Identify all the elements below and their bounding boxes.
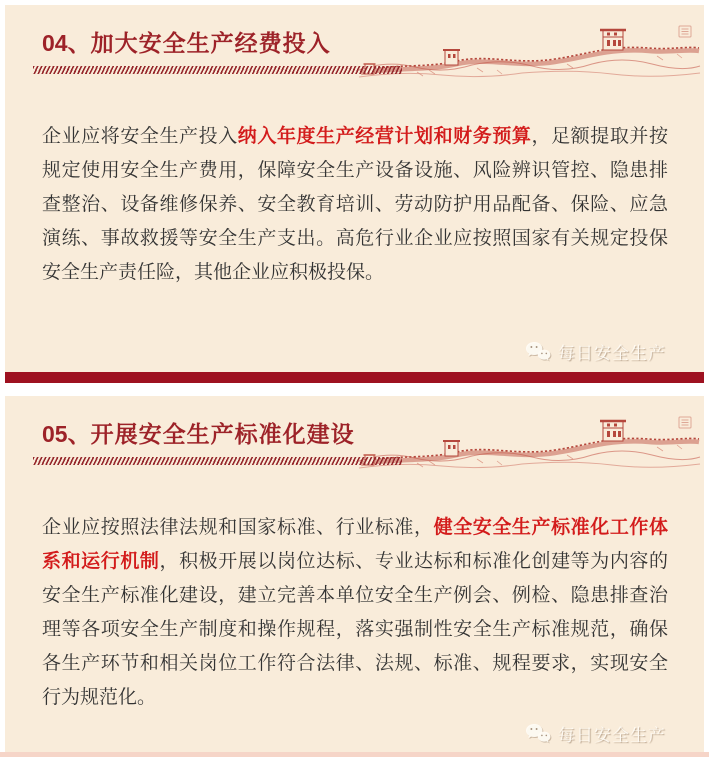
body-text: ，足额提取并按规定使用安全生产费用，保障安全生产设备设施、风险辨识管控、隐患排查整治、设备维修保养、安全教育培训、劳动防护用品配备、保险、应急演练、事故救援等安全生产支出。高危行业企业应按照国家有关规定投保安全生产责任险，其他企业应积极投保。 (42, 126, 668, 283)
wechat-icon (525, 341, 551, 362)
wechat-watermark (525, 339, 666, 364)
hatched-rule (33, 66, 402, 74)
highlighted-text: 健全安全生产标准化工作体系和运行机制 (42, 517, 668, 572)
body-text: 企业应按照法律法规和国家标准、行业标准， (42, 517, 434, 538)
body-text: ，积极开展以岗位达标、专业达标和标准化创建等为内容的安全生产标准化建设，建立完善本单位安全生产例会、例检、隐患排查治理等各项安全生产制度和操作规程，落实强制性安全生产标准规范，确保各生产环节和相关岗位工作符合法律、法规、标准、规程要求，实现安全行为规范化。 (42, 551, 668, 708)
section-04-card (5, 5, 704, 372)
wechat-watermark (525, 721, 666, 746)
watermark-label: 每日安全生产 (558, 726, 666, 745)
bottom-strip (0, 752, 709, 757)
section-04-header (42, 27, 668, 59)
section-04-number: 04、 (42, 30, 91, 56)
section-04-title: 加大安全生产经费投入 (90, 30, 331, 56)
section-05-title: 开展安全生产标准化建设 (90, 421, 355, 447)
section-divider-bar (5, 372, 704, 383)
section-05-card (5, 396, 704, 752)
hatched-rule (33, 457, 402, 465)
section-05-header (42, 418, 668, 450)
section-05-paragraph (42, 511, 668, 715)
body-text: 企业应将安全生产投入 (42, 126, 238, 147)
highlighted-text: 纳入年度生产经营计划和财务预算 (237, 126, 532, 147)
watermark-label: 每日安全生产 (558, 344, 666, 363)
wechat-icon (525, 723, 551, 744)
section-05-number: 05、 (42, 421, 91, 447)
section-04-paragraph (42, 120, 668, 290)
